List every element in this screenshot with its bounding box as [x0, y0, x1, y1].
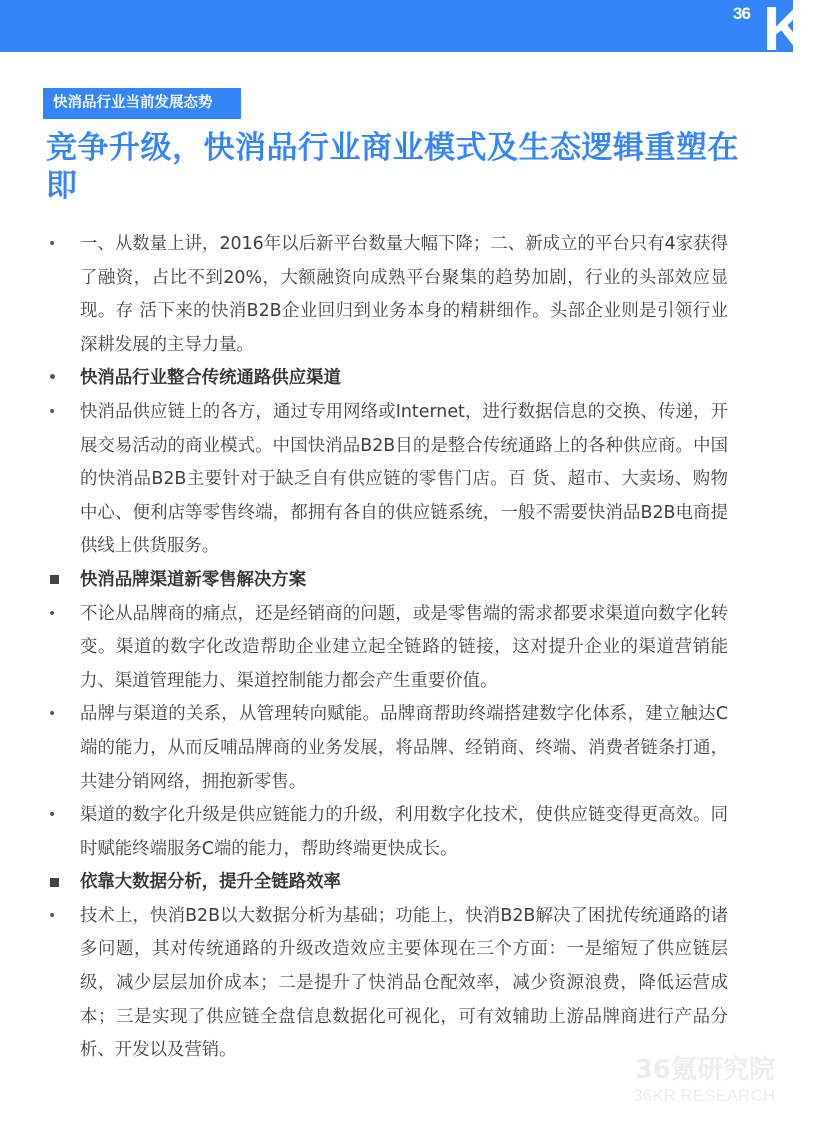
list-heading: 快消品牌渠道新零售解决方案	[48, 564, 728, 598]
list-heading: • 快消品行业整合传统通路供应渠道	[48, 362, 728, 396]
bullet-dot-icon: •	[48, 807, 57, 824]
bullet-dot-icon: •	[48, 236, 57, 252]
bullet-list	[48, 228, 728, 1068]
list-item: • 品牌与渠道的关系，从管理转向赋能。品牌商帮助终端搭建数字化体系，建立触达C端的能力，从而反哺品牌商的业务发展，将品牌、经销商、终端、消费者链条打通，共建分销网络，拥抱新零售。	[48, 698, 728, 799]
list-item: • 一、从数量上讲，2016年以后新平台数量大幅下降；二、新成立的平台只有4家获得了融资，占比不到20%，大额融资向成熟平台聚集的趋势加剧，行业的头部效应显现。存 活下来的快消B2B企业回归到业务本身的精耕细作。头部企业则是引领行业深耕发展的主导力量。	[48, 228, 728, 362]
list-item: • 技术上，快消B2B以大数据分析为基础；功能上，快消B2B解决了困扰传统通路的诸多问题，其对传统通路的升级改造效应主要体现在三个方面：一是缩短了供应链层级，减少层层加价成本；二是提升了快消品仓配效率，减少资源浪费，降低运营成本；三是实现了供应链全盘信息数据化可视化，可有效辅助上游品牌商进行产品分析、开发以及营销。	[48, 900, 728, 1068]
bullet-dot-icon: •	[48, 907, 57, 924]
section-tag: 快消品行业当前发展态势	[43, 88, 241, 119]
bullet-dot-icon: •	[48, 706, 57, 723]
list-item: • 快消品供应链上的各方，通过专用网络或Internet，进行数据信息的交换、传递，开展交易活动的商业模式。中国快消品B2B目的是整合传统通路上的各种供应商。中国的快消品B2B主要针对于缺乏自有供应链的零售门店。百 货、超市、大卖场、购物中心、便利店等零售终端，都拥有各自的供应链系统，一般不需要快消品B2B电商提供线上供货服务。	[48, 396, 728, 564]
bullet-dot-icon: •	[48, 605, 57, 622]
bullet-square-icon	[48, 866, 80, 900]
bullet-dot-icon: •	[48, 403, 57, 420]
header-bar	[0, 0, 820, 64]
list-item: • 不论从品牌商的痛点，还是经销商的问题，或是零售端的需求都要求渠道向数字化转变。渠道的数字化改造帮助企业建立起全链路的链接，这对提升企业的渠道营销能力、渠道管理能力、渠道控制能力都会产生重要价值。	[48, 598, 728, 699]
bullet-dot-icon: •	[48, 370, 57, 387]
logo-36kr: 36 Kr	[733, 0, 820, 64]
page-title: 竞争升级，快消品行业商业模式及生态逻辑重塑在即	[46, 130, 739, 204]
list-heading: 依靠大数据分析，提升全链路效率	[48, 866, 728, 900]
watermark: 36氪研究院 36KR RESEARCH	[633, 1055, 775, 1105]
bullet-square-icon	[48, 564, 80, 598]
list-item: • 渠道的数字化升级是供应链能力的升级，利用数字化技术，使供应链变得更高效。同时赋能终端服务C端的能力，帮助终端更快成长。	[48, 799, 728, 866]
